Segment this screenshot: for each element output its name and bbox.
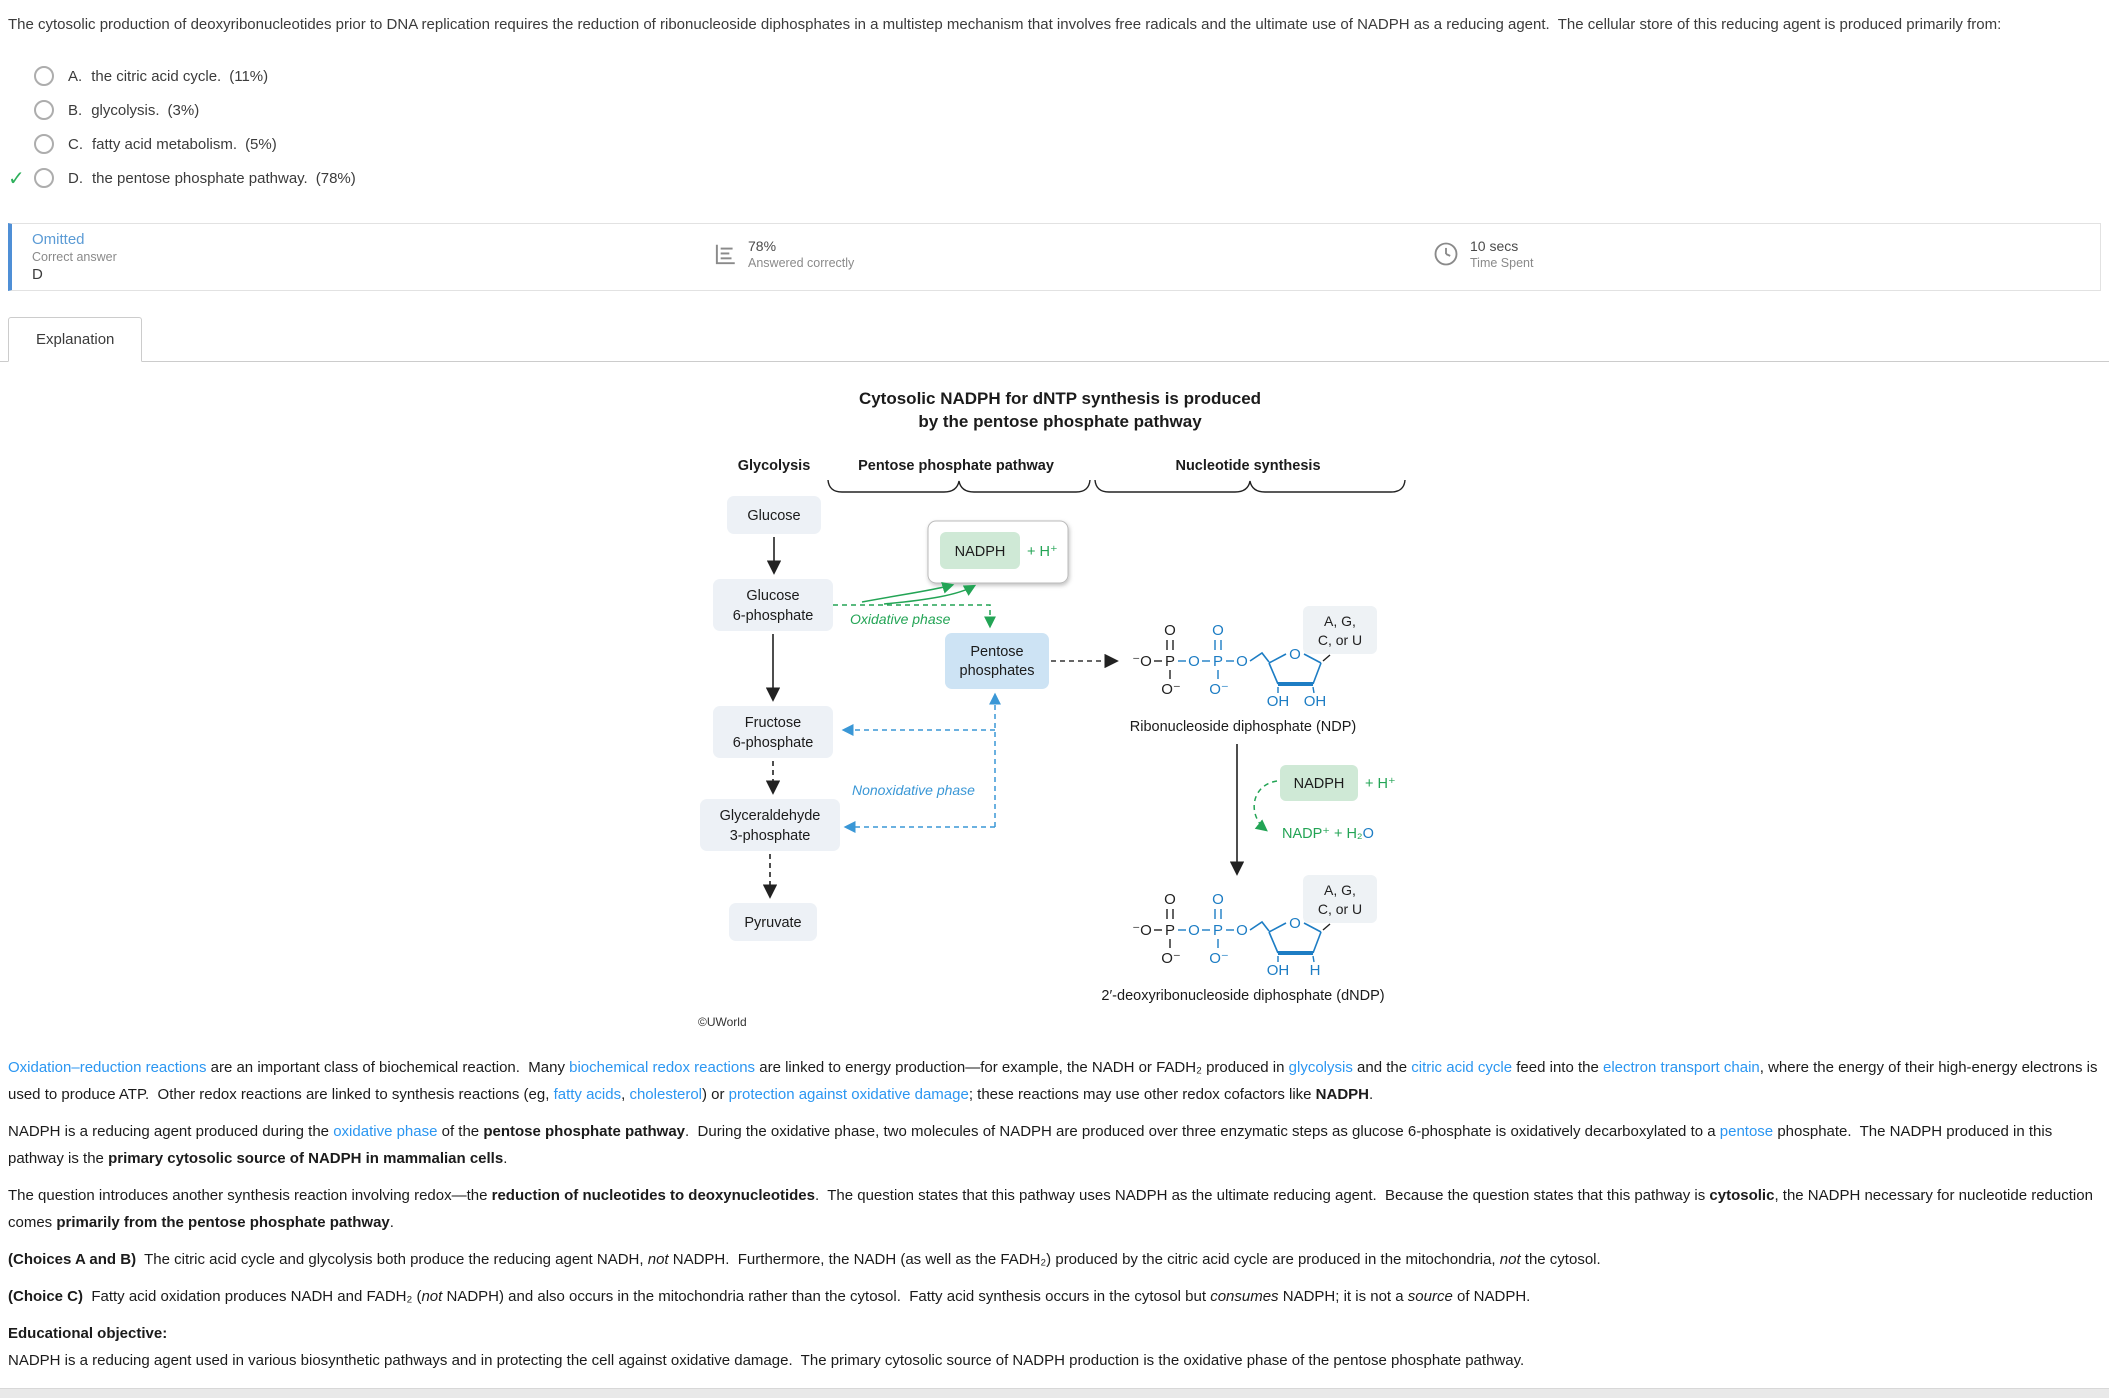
text-segment: of NADPH. [1452, 1288, 1531, 1305]
oxidative-phase-label: Oxidative phase [850, 611, 951, 627]
atom-o-neg: O⁻ [1209, 950, 1229, 967]
text-segment: , where the energy of their high-energy electrons is used to produce ATP. Other redox reactions are linked to synthesis reactions (eg, [8, 1059, 2102, 1103]
explanation-choice-c [8, 1283, 2101, 1310]
text-segment: reduction of nucleotides to deoxynucleotides [491, 1187, 815, 1204]
atom-o: O [1164, 891, 1176, 908]
atom-o: O [1212, 891, 1224, 908]
text-segment: The question introduces another synthesis reaction involving redox—the [8, 1187, 492, 1204]
atom-oh: OH [1266, 962, 1290, 979]
choice-letter: B. [68, 101, 83, 119]
correct-check-icon: ✓ [8, 167, 25, 190]
text-segment: . [389, 1214, 394, 1231]
column-glycolysis: Glycolysis [737, 458, 811, 474]
text-segment: NADPH) and also occurs in the mitochondria rather than the cytosol. Fatty acid synthesis occurs in the cytosol but [442, 1288, 1211, 1305]
atom-o-neg: O⁻ [1161, 950, 1181, 967]
box-pentose-line2: phosphates [959, 663, 1035, 679]
text-segment: Fatty acid oxidation produces NADH and FADH₂ ( [83, 1288, 422, 1305]
choice-radio-c[interactable] [34, 134, 54, 154]
box-pyruvate: Pyruvate [744, 915, 802, 931]
text-segment: not [647, 1251, 669, 1268]
inline-link[interactable]: biochemical redox reactions [569, 1059, 756, 1076]
box-g3p-line1: Glyceraldehyde [719, 808, 821, 824]
text-segment: ) or [702, 1086, 729, 1103]
answered-correctly-pct: 78% [748, 238, 777, 254]
atom-p: P [1164, 922, 1176, 939]
atom-o: O [1164, 622, 1176, 639]
text-segment: are an important class of biochemical reaction. Many [206, 1059, 570, 1076]
nonoxidative-phase-label: Nonoxidative phase [852, 782, 975, 798]
choice-b[interactable] [8, 93, 2101, 127]
text-segment: NADPH is a reducing agent used in various biosynthetic pathways and in protecting the cell against oxidative damage. The primary cytosolic source of NADPH production is the oxidative phase of the pentose phosphate pathway. [8, 1352, 1525, 1369]
choice-percentage: (5%) [245, 135, 277, 153]
figure-title-line1: Cytosolic NADPH for dNTP synthesis is produced [858, 389, 1262, 408]
text-segment: , [621, 1086, 630, 1103]
nonoxidative-phase-arrows [844, 695, 995, 827]
explanation-body [0, 1050, 2109, 1374]
box-f6p-line2: 6-phosphate [732, 735, 814, 751]
clock-icon [1432, 240, 1460, 268]
plus-h-label: + H⁺ [1027, 544, 1058, 560]
choice-radio-d[interactable] [34, 168, 54, 188]
choice-letter: A. [68, 67, 83, 85]
atom-o: O [1188, 922, 1200, 939]
base-label-line2: C, or U [1317, 632, 1363, 648]
bar-chart-icon [712, 241, 738, 267]
explanation-paragraph-1 [8, 1054, 2101, 1108]
text-segment: the cytosol. [1520, 1251, 1601, 1268]
choice-d[interactable] [8, 161, 2101, 195]
choice-radio-b[interactable] [34, 100, 54, 120]
atom-o: O [1188, 653, 1200, 670]
explanation-diagram [0, 378, 2109, 1050]
choice-radio-a[interactable] [34, 66, 54, 86]
atom-o-neg: O⁻ [1161, 681, 1181, 698]
correct-answer-label: Correct answer [32, 250, 117, 264]
box-g3p-line2: 3-phosphate [729, 828, 811, 844]
text-segment: phosphate. The NADPH produced in this pathway is the [8, 1123, 2057, 1167]
text-segment: NADPH. Furthermore, the NADH (as well as the FADH₂) produced by the citric acid cycle are produced in the mitochondria, [668, 1251, 1500, 1268]
text-segment: of the [437, 1123, 484, 1140]
text-segment: , the NADPH necessary for nucleotide reduction comes [8, 1187, 2098, 1231]
text-segment: not [421, 1288, 443, 1305]
result-block [32, 231, 117, 283]
choice-percentage: (11%) [229, 67, 269, 85]
plus-h-label: + H⁺ [1365, 776, 1396, 792]
inline-link[interactable]: cholesterol [629, 1086, 702, 1103]
column-nucleotide: Nucleotide synthesis [1175, 458, 1321, 474]
text-segment: (Choice C) [8, 1288, 83, 1305]
atom-o-ring: O [1289, 915, 1301, 932]
nadph-card [928, 521, 1068, 583]
atom-p: P [1212, 653, 1224, 670]
atom-o: O [1212, 622, 1224, 639]
result-status: Omitted [32, 231, 85, 248]
text-segment: NADPH [1315, 1086, 1370, 1103]
nadph-label: NADPH [1293, 776, 1345, 792]
explanation-choices-ab [8, 1246, 2101, 1273]
ndp-structure [1130, 606, 1377, 735]
text-segment: . [1369, 1086, 1374, 1103]
inline-link[interactable]: pentose [1719, 1123, 1774, 1140]
atom-p: P [1212, 922, 1224, 939]
dndp-caption: 2′-deoxyribonucleoside diphosphate (dNDP) [1101, 988, 1385, 1004]
text-segment: feed into the [1512, 1059, 1603, 1076]
text-segment: ; these reactions may use other redox cofactors like [968, 1086, 1316, 1103]
box-pentose-line1: Pentose [970, 644, 1024, 660]
text-segment: cytosolic [1709, 1187, 1775, 1204]
text-segment: . During the oxidative phase, two molecules of NADPH are produced over three enzymatic steps as glucose 6-phosphate is oxidatively decarboxylated to a [685, 1123, 1720, 1140]
time-spent-block [1432, 238, 1533, 270]
educational-objective-text [8, 1347, 2101, 1374]
time-spent-value: 10 secs [1470, 238, 1519, 254]
figure-title-line2: by the pentose phosphate pathway [918, 412, 1202, 431]
pathway-figure [520, 378, 1450, 1038]
brace-shapes [828, 480, 1405, 492]
text-segment: not [1499, 1251, 1521, 1268]
educational-objective-heading [8, 1320, 2101, 1347]
choice-percentage: (3%) [167, 101, 200, 119]
text-segment: . The question states that this pathway uses NADPH as the ultimate reducing agent. Because the question states that this pathway is [815, 1187, 1710, 1204]
atom-h: H [1309, 962, 1321, 979]
text-segment: consumes [1210, 1288, 1279, 1305]
time-spent-label: Time Spent [1470, 256, 1534, 270]
bottom-scrollbar[interactable] [0, 1388, 2109, 1398]
choice-text: glycolysis. [91, 101, 160, 119]
text-segment: pentose phosphate pathway [483, 1123, 686, 1140]
atom-o: O [1236, 653, 1248, 670]
choice-text: fatty acid metabolism. [92, 135, 238, 153]
choice-percentage: (78%) [315, 169, 356, 187]
base-label-line1: A, G, [1324, 613, 1356, 629]
text-segment: are linked to energy production—for example, the NADH or FADH₂ produced in [755, 1059, 1289, 1076]
text-segment: NADPH; it is not a [1278, 1288, 1408, 1305]
atom-oh: OH [1266, 693, 1290, 710]
box-f6p-line1: Fructose [744, 715, 802, 731]
atom-o-ring: O [1289, 646, 1301, 663]
atom-o: O [1236, 922, 1248, 939]
inline-link[interactable]: glycolysis [1288, 1059, 1353, 1076]
text-segment: and the [1352, 1059, 1412, 1076]
inline-link[interactable]: oxidative phase [333, 1123, 438, 1140]
answer-choices [8, 59, 2101, 195]
atom-o-neg: ⁻O [1132, 922, 1152, 939]
column-ppp: Pentose phosphate pathway [858, 458, 1054, 474]
choice-letter: D. [68, 169, 83, 187]
copyright-uworld: ©UWorld [698, 1015, 747, 1029]
ndp-caption: Ribonucleoside diphosphate (NDP) [1129, 719, 1357, 735]
text-segment: Educational objective: [8, 1325, 168, 1342]
text-segment: NADPH is a reducing agent produced during the [8, 1123, 334, 1140]
tab-bar [0, 317, 2109, 362]
box-g6p-line2: 6-phosphate [732, 608, 814, 624]
nadp-product-label: NADP⁺ + H₂O [1282, 826, 1374, 842]
choice-a[interactable] [8, 59, 2101, 93]
atom-oh: OH [1303, 693, 1327, 710]
text-segment: The citric acid cycle and glycolysis both produce the reducing agent NADH, [136, 1251, 648, 1268]
atom-o-neg: O⁻ [1209, 681, 1229, 698]
text-segment: primarily from the pentose phosphate pathway [56, 1214, 390, 1231]
inline-link[interactable]: Oxidation–reduction reactions [8, 1059, 207, 1076]
base-label-line2: C, or U [1317, 901, 1363, 917]
explanation-paragraph-2 [8, 1118, 2101, 1172]
inline-link[interactable]: protection against oxidative damage [728, 1086, 969, 1103]
reduction-nadph [1254, 765, 1395, 842]
text-segment: (Choices A and B) [8, 1251, 137, 1268]
dndp-structure [1101, 875, 1384, 1004]
text-segment: primary cytosolic source of NADPH in mammalian cells [108, 1150, 504, 1167]
pentose-phosphates-box [945, 633, 1049, 689]
choice-letter: C. [68, 135, 83, 153]
base-label-line1: A, G, [1324, 882, 1356, 898]
explanation-paragraph-3 [8, 1182, 2101, 1236]
choice-c[interactable] [8, 127, 2101, 161]
choice-text: the citric acid cycle. [91, 67, 222, 85]
correct-answer-value: D [32, 266, 43, 283]
box-g6p-line1: Glucose [746, 588, 800, 604]
atom-o-neg: ⁻O [1132, 653, 1152, 670]
answered-correctly-block [712, 238, 854, 270]
choice-text: the pentose phosphate pathway. [92, 169, 308, 187]
oxidative-phase-arrows [833, 585, 990, 627]
inline-link[interactable]: citric acid cycle [1411, 1059, 1513, 1076]
inline-link[interactable]: fatty acids [553, 1086, 622, 1103]
tab-explanation[interactable]: Explanation [8, 317, 142, 362]
text-segment: source [1407, 1288, 1453, 1305]
text-segment: . [503, 1150, 508, 1167]
atom-p: P [1164, 653, 1176, 670]
stats-panel [8, 223, 2101, 291]
box-glucose: Glucose [747, 508, 801, 524]
question-text: The cytosolic production of deoxyribonucleotides prior to DNA replication requires the reduction of ribonucleoside diphosphates in a multistep mechanism that involves free radicals and the ultimate use of NADPH as a reducing agent. The cellular store of this reducing agent is produced primarily from: [8, 16, 2002, 33]
nadph-label: NADPH [954, 544, 1006, 560]
inline-link[interactable]: electron transport chain [1603, 1059, 1760, 1076]
answered-correctly-label: Answered correctly [748, 256, 855, 270]
